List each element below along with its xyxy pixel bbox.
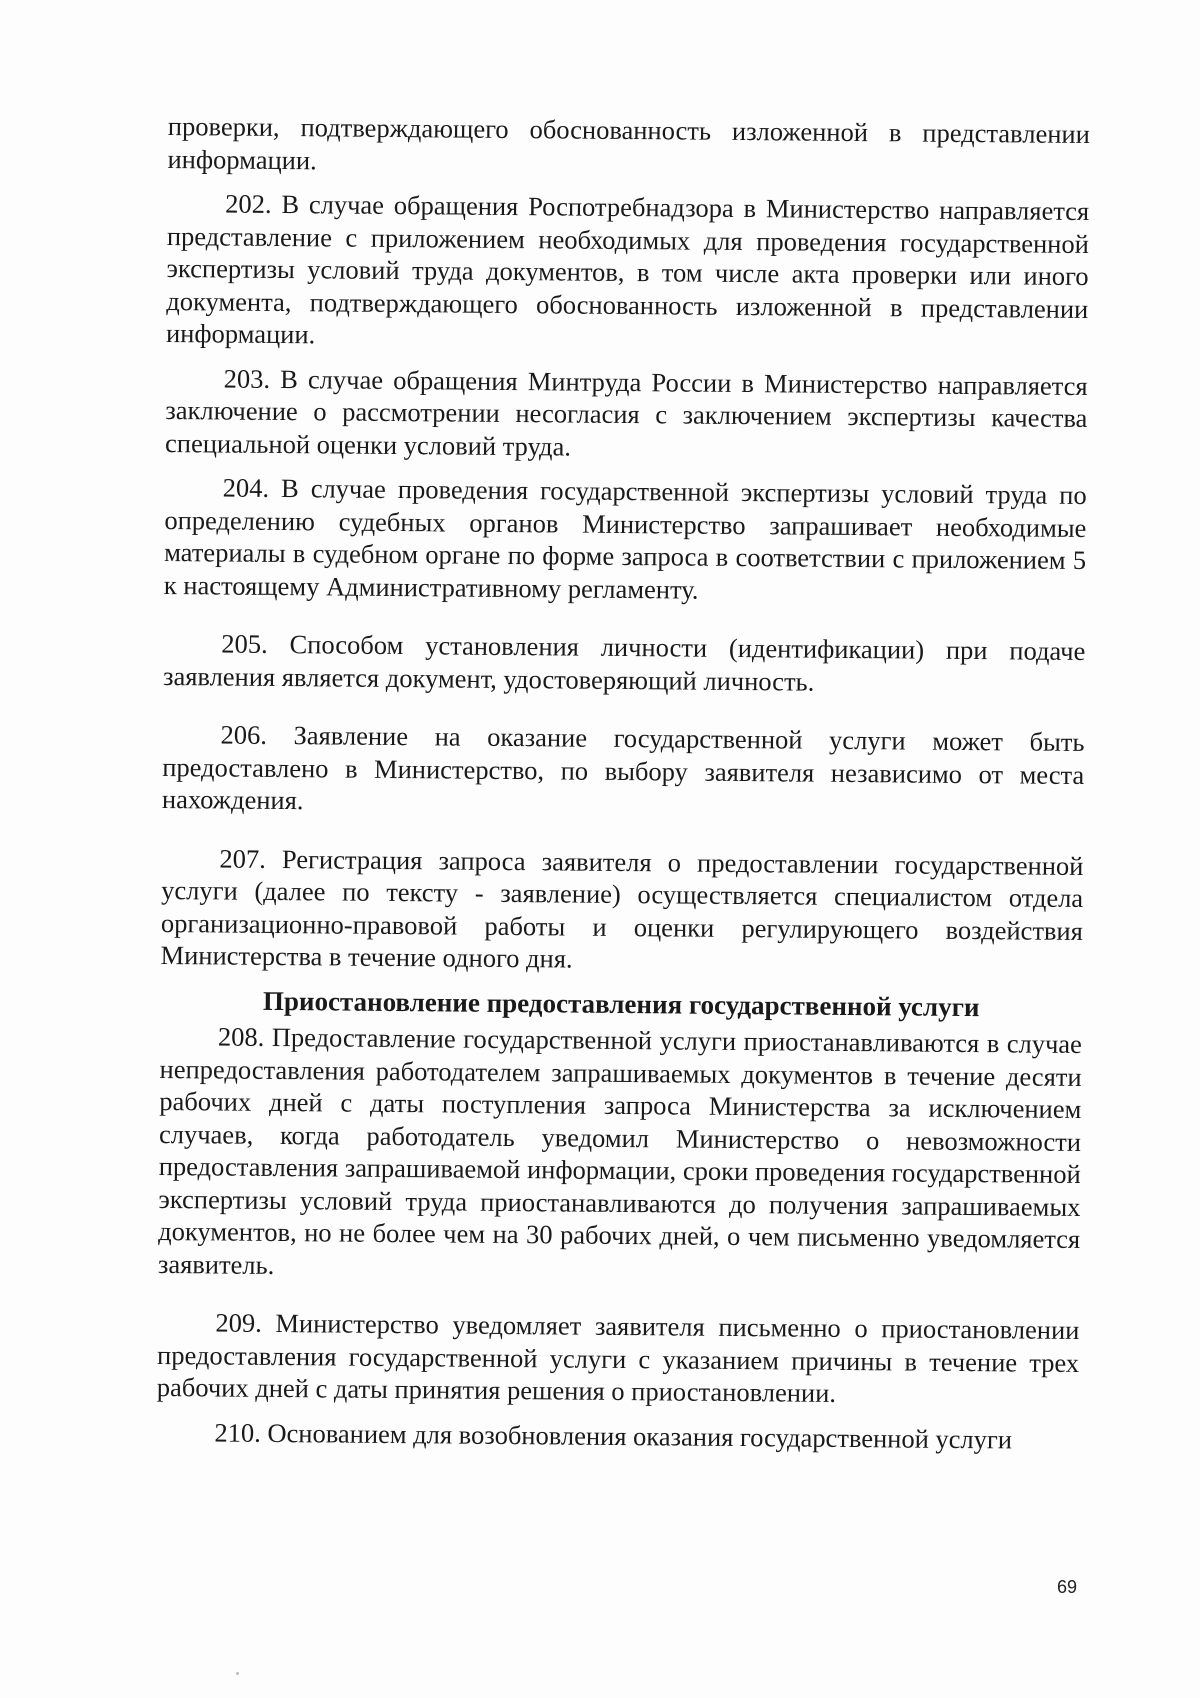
paragraph-203: 203. В случае обращения Минтруда России в Министерство направляется заключение о рассмотрении несогласия с заключением экспертизы качества специальной оценки условий труда. — [164, 362, 1088, 462]
paragraph-continuation: проверки, подтверждающего обоснованность изложенной в представлении информации. — [167, 110, 1090, 175]
paragraph-208: 208. Предоставление государственной услуги приостанавливаются в случае непредоставления работодателем запрашиваемых документов в течение десяти рабочих дней с даты поступления запроса Министерства за исключением случаев, когда работодатель уведомил Министерство о невозможности предоставления запрашиваемой информации, сроки проведения государственной экспертизы условий труда приостанавливаются до получения запрашиваемых документов, но не более чем на 30 рабочих дней, о чем письменно уведомляется заявитель. — [157, 1021, 1083, 1280]
paragraph-202: 202. В случае обращения Роспотребнадзора в Министерство направляется представление с приложением необходимых для проведения государственной экспертизы условий труда документов, в том числе акта проверки или иного документа, подтверждающего обоснованность изложенной в представлении информации. — [165, 188, 1090, 350]
document-body — [156, 110, 1090, 1468]
section-heading: Приостановление предоставления государственной услуги — [262, 985, 980, 1022]
paragraph-205: 205. Способом установления личности (идентификации) при подаче заявления является документ, удостоверяющий личность. — [162, 628, 1086, 697]
paragraph-204: 204. В случае проведения государственной экспертизы условий труда по определению судебных органов Министерство запрашивает необходимые материалы в судебном органе по форме запроса в соответствии с приложением 5 к настоящему Административному регламенту. — [163, 472, 1087, 605]
page-number: 69 — [1057, 1577, 1078, 1597]
paragraph-209: 209. Министерство уведомляет заявителя письменно о приостановлении предоставления государственной услуги с указанием причины в течение трех рабочих дней с даты принятия решения о приостановлении. — [156, 1307, 1080, 1408]
paragraph-207: 207. Регистрация запроса заявителя о предоставлении государственной услуги (далее по тексту - заявление) осуществляется специалистом отдела организационно-правовой работы и оценки регулирующего воздействия Министерства в течение одного дня. — [160, 842, 1084, 974]
paragraph-206: 206. Заявление на оказание государственной услуги может быть предоставлено в Министерство, по выбору заявителя независимо от места нахождения. — [161, 719, 1085, 816]
paragraph-210: 210. Основанием для возобновления оказания государственной услуги — [214, 1416, 1013, 1454]
scan-speck — [236, 1672, 239, 1675]
